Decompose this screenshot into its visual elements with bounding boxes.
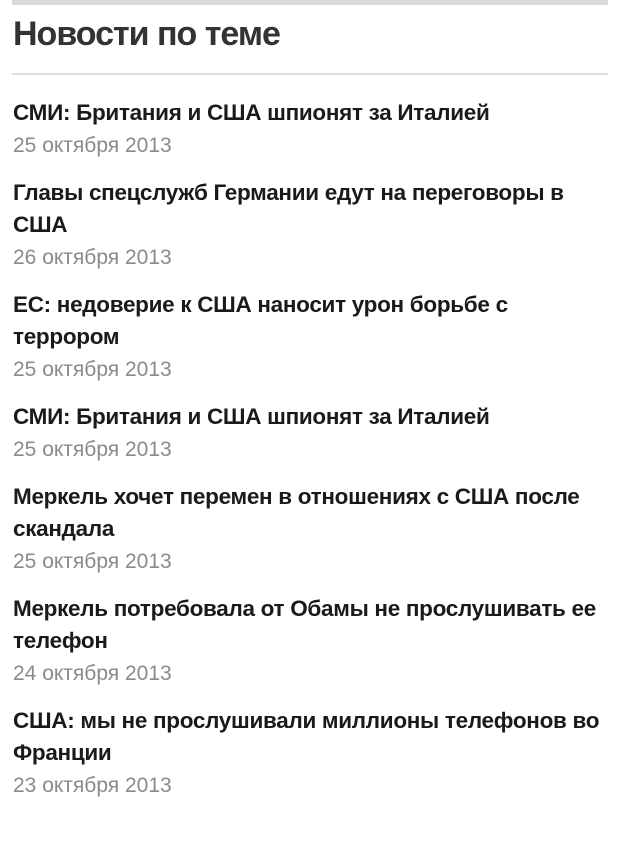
news-date: 25 октября 2013 <box>13 438 172 461</box>
news-date: 25 октября 2013 <box>13 134 172 157</box>
top-border <box>12 0 608 5</box>
news-date: 23 октября 2013 <box>13 774 172 797</box>
title-divider <box>12 73 608 75</box>
news-item <box>13 289 608 385</box>
news-headline-link[interactable]: США: мы не прослушивали миллионы телефонов во Франции <box>13 708 600 765</box>
news-date: 26 октября 2013 <box>13 246 172 269</box>
news-headline-link[interactable]: Меркель хочет перемен в отношениях с США после скандала <box>13 484 580 541</box>
section-title: Новости по теме <box>13 15 280 53</box>
news-headline-link[interactable]: Меркель потребовала от Обамы не прослушивать ее телефон <box>13 596 596 653</box>
related-news-list <box>13 97 608 817</box>
news-headline-link[interactable]: Главы спецслужб Германии едут на переговоры в США <box>13 180 564 237</box>
news-date: 24 октября 2013 <box>13 662 172 685</box>
news-headline-link[interactable]: СМИ: Британия и США шпионят за Италией <box>13 100 490 125</box>
news-date: 25 октября 2013 <box>13 358 172 381</box>
news-headline-link[interactable]: ЕС: недоверие к США наносит урон борьбе с террором <box>13 292 508 349</box>
news-item <box>13 97 608 161</box>
news-date: 25 октября 2013 <box>13 550 172 573</box>
news-item <box>13 481 608 577</box>
news-item <box>13 593 608 689</box>
news-headline-link[interactable]: СМИ: Британия и США шпионят за Италией <box>13 404 490 429</box>
news-item <box>13 705 608 801</box>
news-item <box>13 177 608 273</box>
news-item <box>13 401 608 465</box>
